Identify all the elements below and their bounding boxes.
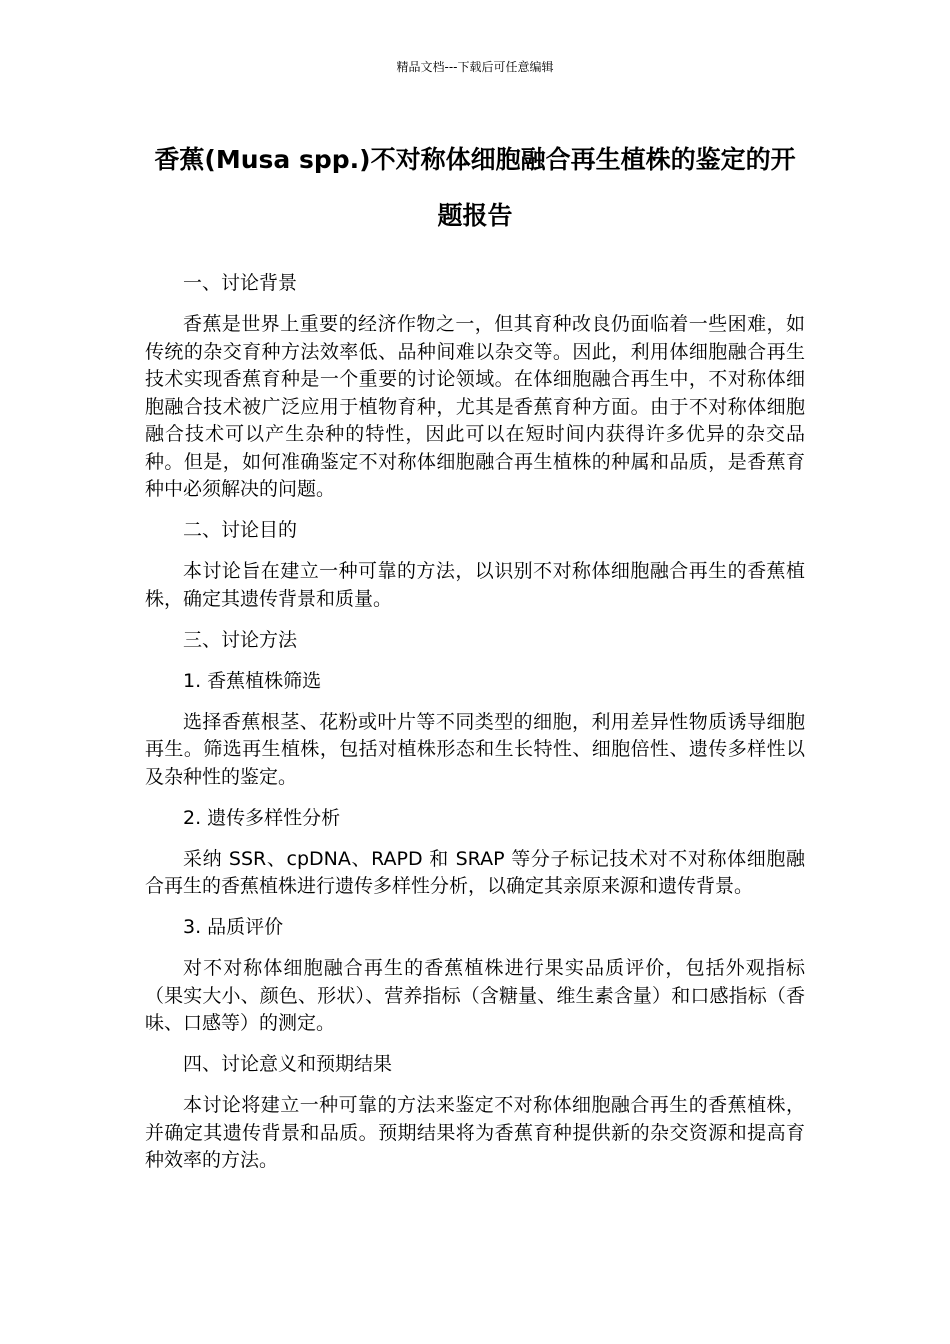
paragraph-significance: 本讨论将建立一种可靠的方法来鉴定不对称体细胞融合再生的香蕉植株，并确定其遗传背景和品质。预期结果将为香蕉育种提供新的杂交资源和提高育种效率的方法。 [145, 1094, 805, 1171]
section-heading-purpose: 二、讨论目的 [183, 519, 298, 541]
paragraph-background: 香蕉是世界上重要的经济作物之一，但其育种改良仍面临着一些困难，如传统的杂交育种方法效率低、品种间难以杂交等。因此，利用体细胞融合再生技术实现香蕉育种是一个重要的讨论领域。在体细胞融合再生中，不对称体细胞融合技术被广泛应用于植物育种，尤其是香蕉育种方面。由于不对称体细胞融合技术可以产生杂种的特性，因此可以在短时间内获得许多优异的杂交品种。但是，如何准确鉴定不对称体细胞融合再生植株的种属和品质，是香蕉育种中必须解决的问题。 [145, 313, 805, 500]
paragraph-quality: 对不对称体细胞融合再生的香蕉植株进行果实品质评价，包括外观指标（果实大小、颜色、形状）、营养指标（含糖量、维生素含量）和口感指标（香味、口感等）的测定。 [145, 957, 805, 1034]
paragraph-screening: 选择香蕉根茎、花粉或叶片等不同类型的细胞，利用差异性物质诱导细胞再生。筛选再生植株，包括对植株形态和生长特性、细胞倍性、遗传多样性以及杂种性的鉴定。 [145, 710, 805, 788]
paragraph-genetic-diversity: 采纳 SSR、cpDNA、RAPD 和 SRAP 等分子标记技术对不对称体细胞融合再生的香蕉植株进行遗传多样性分析，以确定其亲原来源和遗传背景。 [145, 847, 805, 897]
subheading-quality: 3. 品质评价 [183, 916, 284, 938]
document-body [145, 270, 805, 1188]
subheading-screening: 1. 香蕉植株筛选 [183, 669, 322, 692]
section-heading-significance: 四、讨论意义和预期结果 [183, 1053, 393, 1075]
header-note: 精品文档---下载后可任意编辑 [396, 60, 554, 74]
section-heading-background: 一、讨论背景 [183, 272, 298, 294]
paragraph-purpose: 本讨论旨在建立一种可靠的方法，以识别不对称体细胞融合再生的香蕉植株，确定其遗传背景和质量。 [145, 560, 805, 610]
document-title: 香蕉(Musa spp.)不对称体细胞融合再生植株的鉴定的开题报告 [154, 145, 796, 230]
section-heading-methods: 三、讨论方法 [183, 628, 298, 651]
subheading-genetic-diversity: 2. 遗传多样性分析 [183, 806, 341, 829]
